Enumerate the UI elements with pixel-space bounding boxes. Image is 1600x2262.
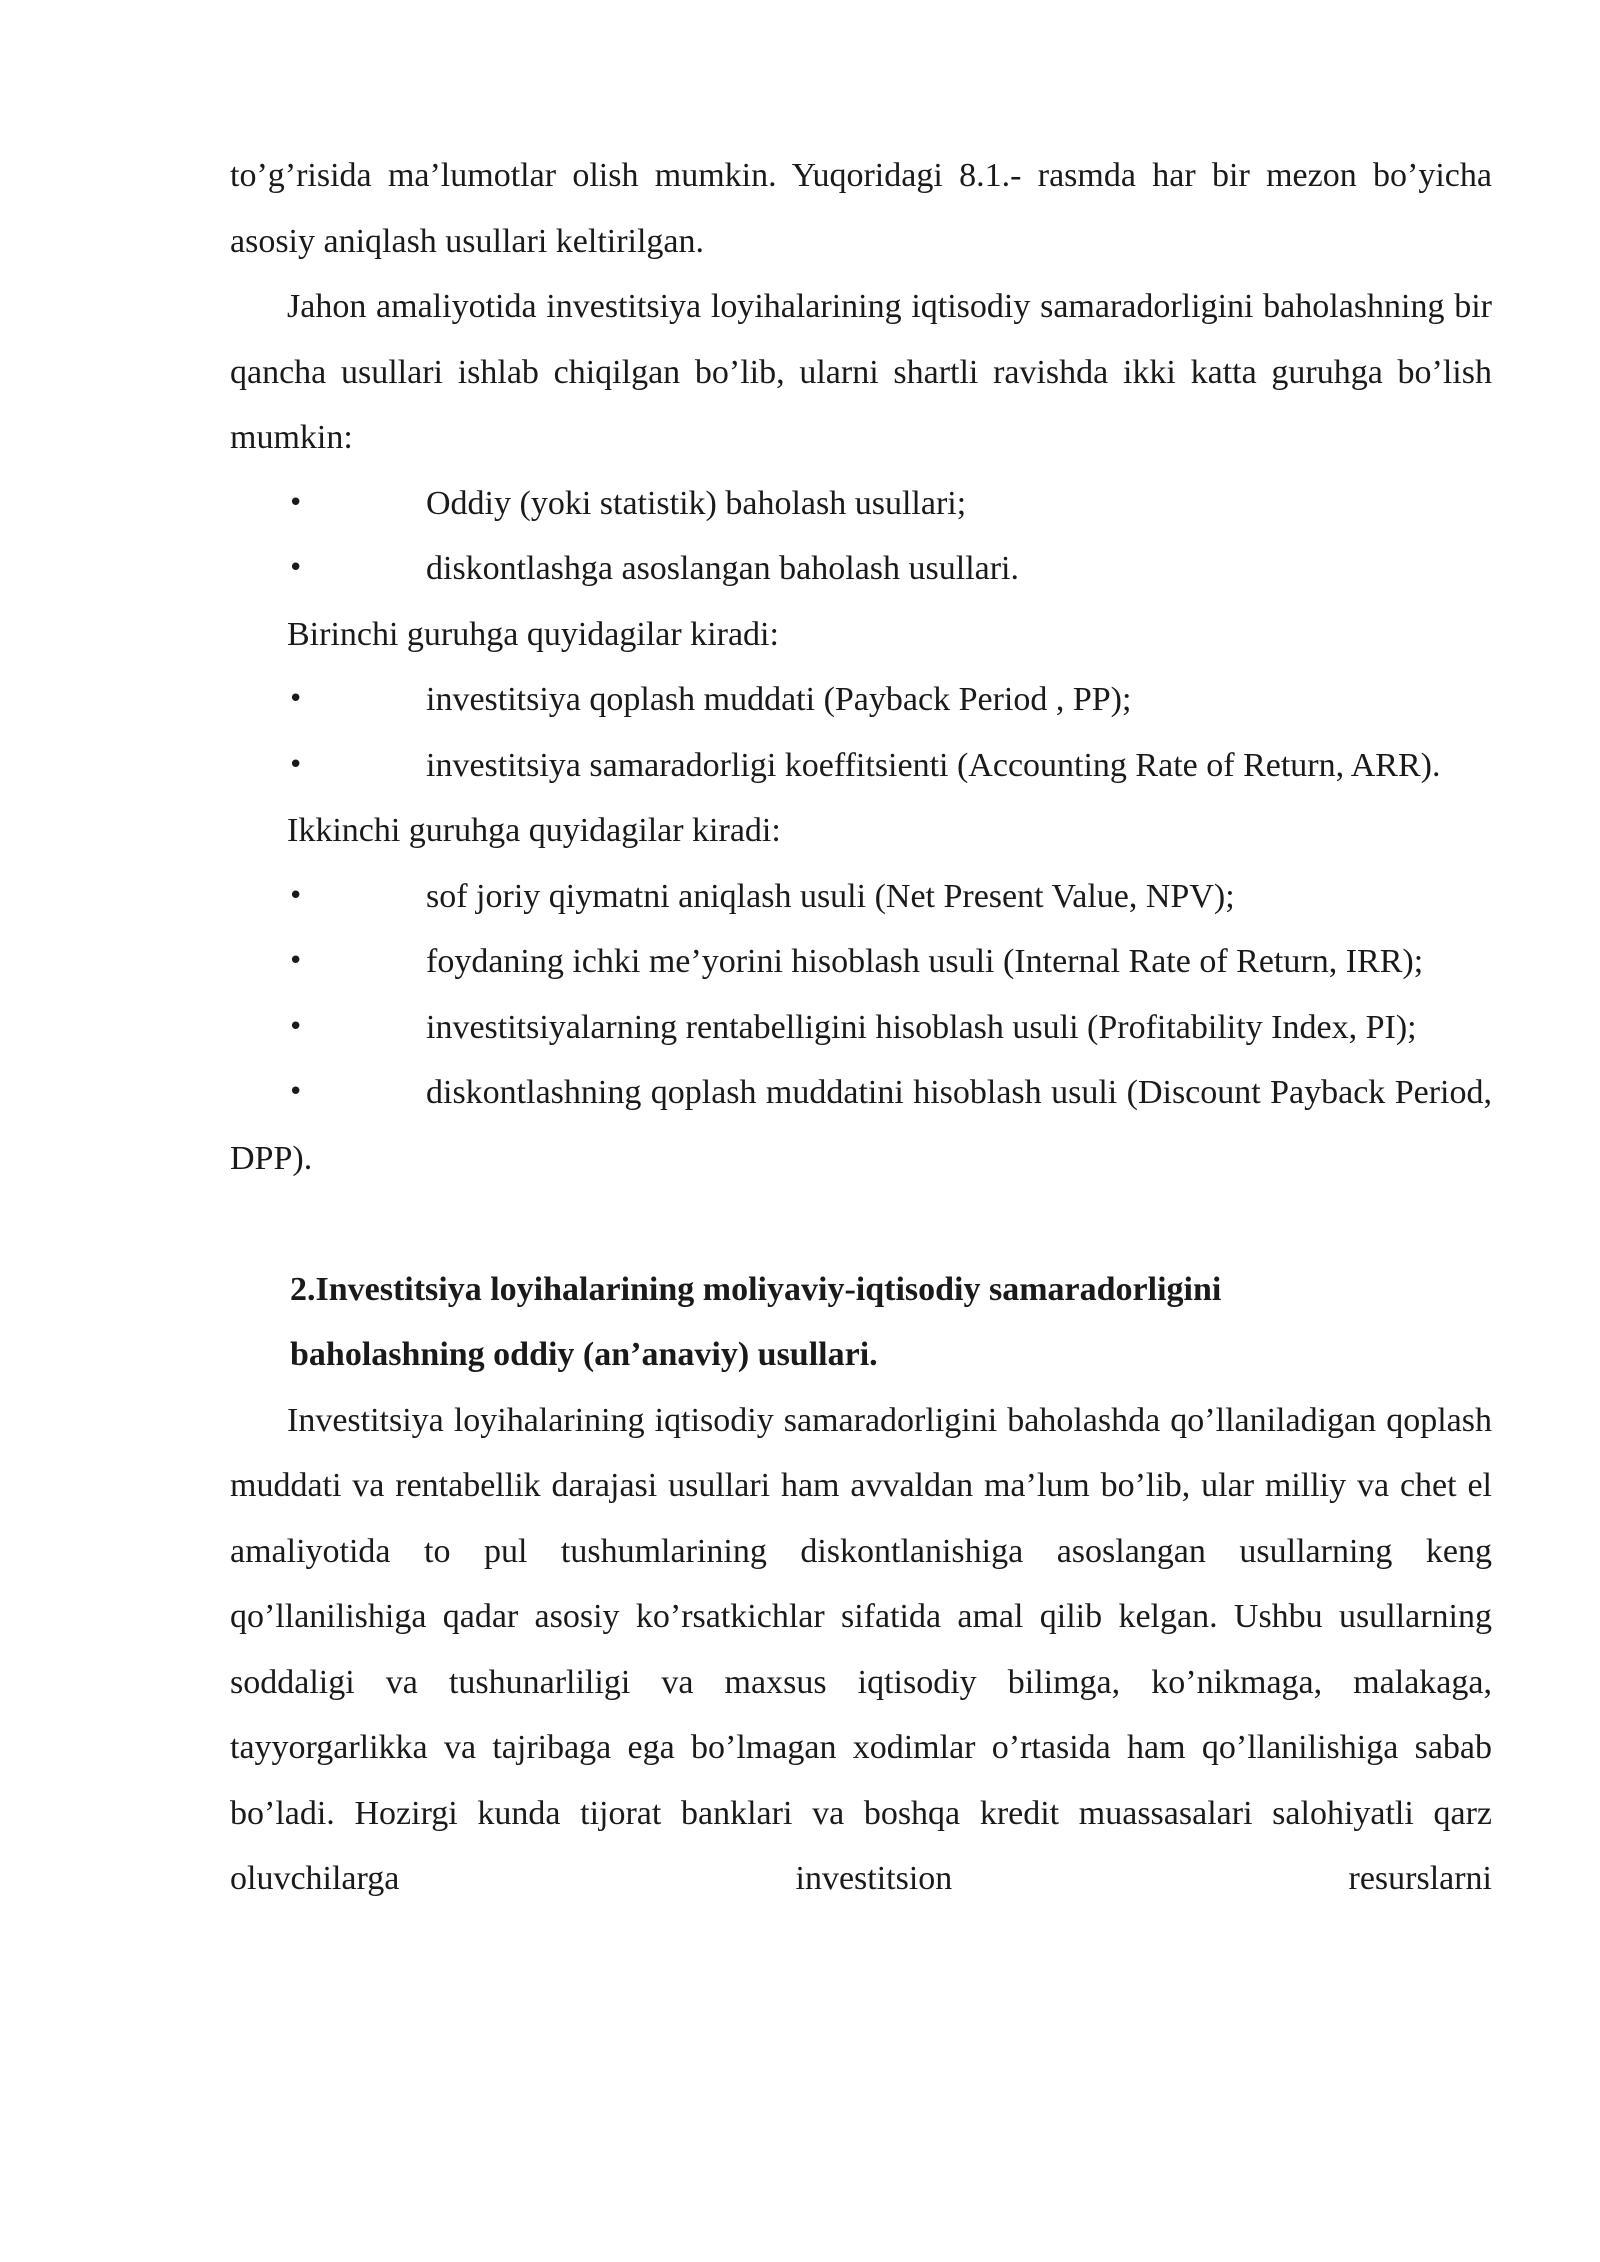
- document-body: [230, 143, 1492, 1912]
- list-item-text: diskontlashning qoplash muddatini hisoblash usuli (Discount Payback Period, DPP).: [230, 1074, 1492, 1177]
- list-item: [230, 1060, 1492, 1191]
- intro-paragraph: to’g’risida ma’lumotlar olish mumkin. Yuqoridagi 8.1.- rasmda har bir mezon bo’yicha asosiy aniqlash usullari keltirilgan.: [230, 157, 1492, 260]
- list-item: [230, 536, 1492, 602]
- second-group-list: [230, 864, 1492, 1192]
- section-heading-line2: baholashning oddiy (an’anaviy) usullari.: [290, 1336, 878, 1373]
- bullet-icon: •: [288, 684, 304, 714]
- bullet-icon: •: [288, 880, 304, 911]
- bullet-icon: •: [288, 1077, 304, 1107]
- world-practice-paragraph: Jahon amaliyotida investitsiya loyihalarining iqtisodiy samaradorligini baholashning bir qancha usullari ishlab chiqilgan bo’lib, ularni shartli ravishda ikki katta guruhga bo’lish mumkin:: [230, 288, 1492, 456]
- list-item-text: investitsiyalarning rentabelligini hisoblash usuli (Profitability Index, PI);: [426, 1008, 1417, 1046]
- list-item-text: investitsiya qoplash muddati (Payback Period , PP);: [426, 681, 1132, 718]
- bullet-icon: •: [288, 749, 304, 780]
- first-group-list: [230, 667, 1492, 798]
- bullet-icon: •: [288, 946, 304, 976]
- first-group-intro: Birinchi guruhga quyidagilar kiradi:: [287, 615, 779, 653]
- list-item-text: investitsiya samaradorligi koeffitsienti (Accounting Rate of Return, ARR).: [426, 746, 1441, 784]
- groups-list: [230, 471, 1492, 602]
- bullet-icon: •: [288, 553, 304, 583]
- list-item-text: sof joriy qiymatni aniqlash usuli (Net Present Value, NPV);: [426, 877, 1235, 915]
- list-item-text: foydaning ichki me’yorini hisoblash usuli (Internal Rate of Return, IRR);: [426, 943, 1424, 980]
- list-item-text: diskontlashga asoslangan baholash usullari.: [426, 550, 1020, 587]
- section-spacer: [230, 1191, 1492, 1257]
- list-item-text: Oddiy (yoki statistik) baholash usullari;: [426, 484, 967, 522]
- second-group-intro: Ikkinchi guruhga quyidagilar kiradi:: [287, 812, 781, 849]
- list-item: [230, 929, 1492, 995]
- list-item: [230, 733, 1492, 799]
- section-paragraph: Investitsiya loyihalarining iqtisodiy samaradorligini baholashda qo’llaniladigan qoplash muddati va rentabellik darajasi usullari ham avvaldan ma’lum bo’lib, ular milliy va chet el amaliyotida to pul tushumlarining diskontlanishiga asoslangan usullarning keng qo’llanilishiga qadar asosiy ko’rsatkichlar sifatida amal qilib kelgan. Ushbu usullarning soddaligi va tushunarliligi va maxsus iqtisodiy bilimga, ko’nikmaga, malakaga, tayyorgarlikka va tajribaga ega bo’lmagan xodimlar o’rtasida ham qo’llanilishiga sabab bo’ladi. Hozirgi kunda tijorat banklari va boshqa kredit muassasalari salohiyatli qarz oluvchilarga investitsion resurslarni: [230, 1401, 1492, 1897]
- list-item: [230, 667, 1492, 733]
- bullet-icon: •: [288, 487, 304, 518]
- list-item: [230, 864, 1492, 930]
- section-heading-line1: 2.Investitsiya loyihalarining moliyaviy-iqtisodiy samaradorligini: [290, 1270, 1222, 1308]
- list-item: [230, 995, 1492, 1061]
- bullet-icon: •: [288, 1011, 304, 1042]
- list-item: [230, 471, 1492, 537]
